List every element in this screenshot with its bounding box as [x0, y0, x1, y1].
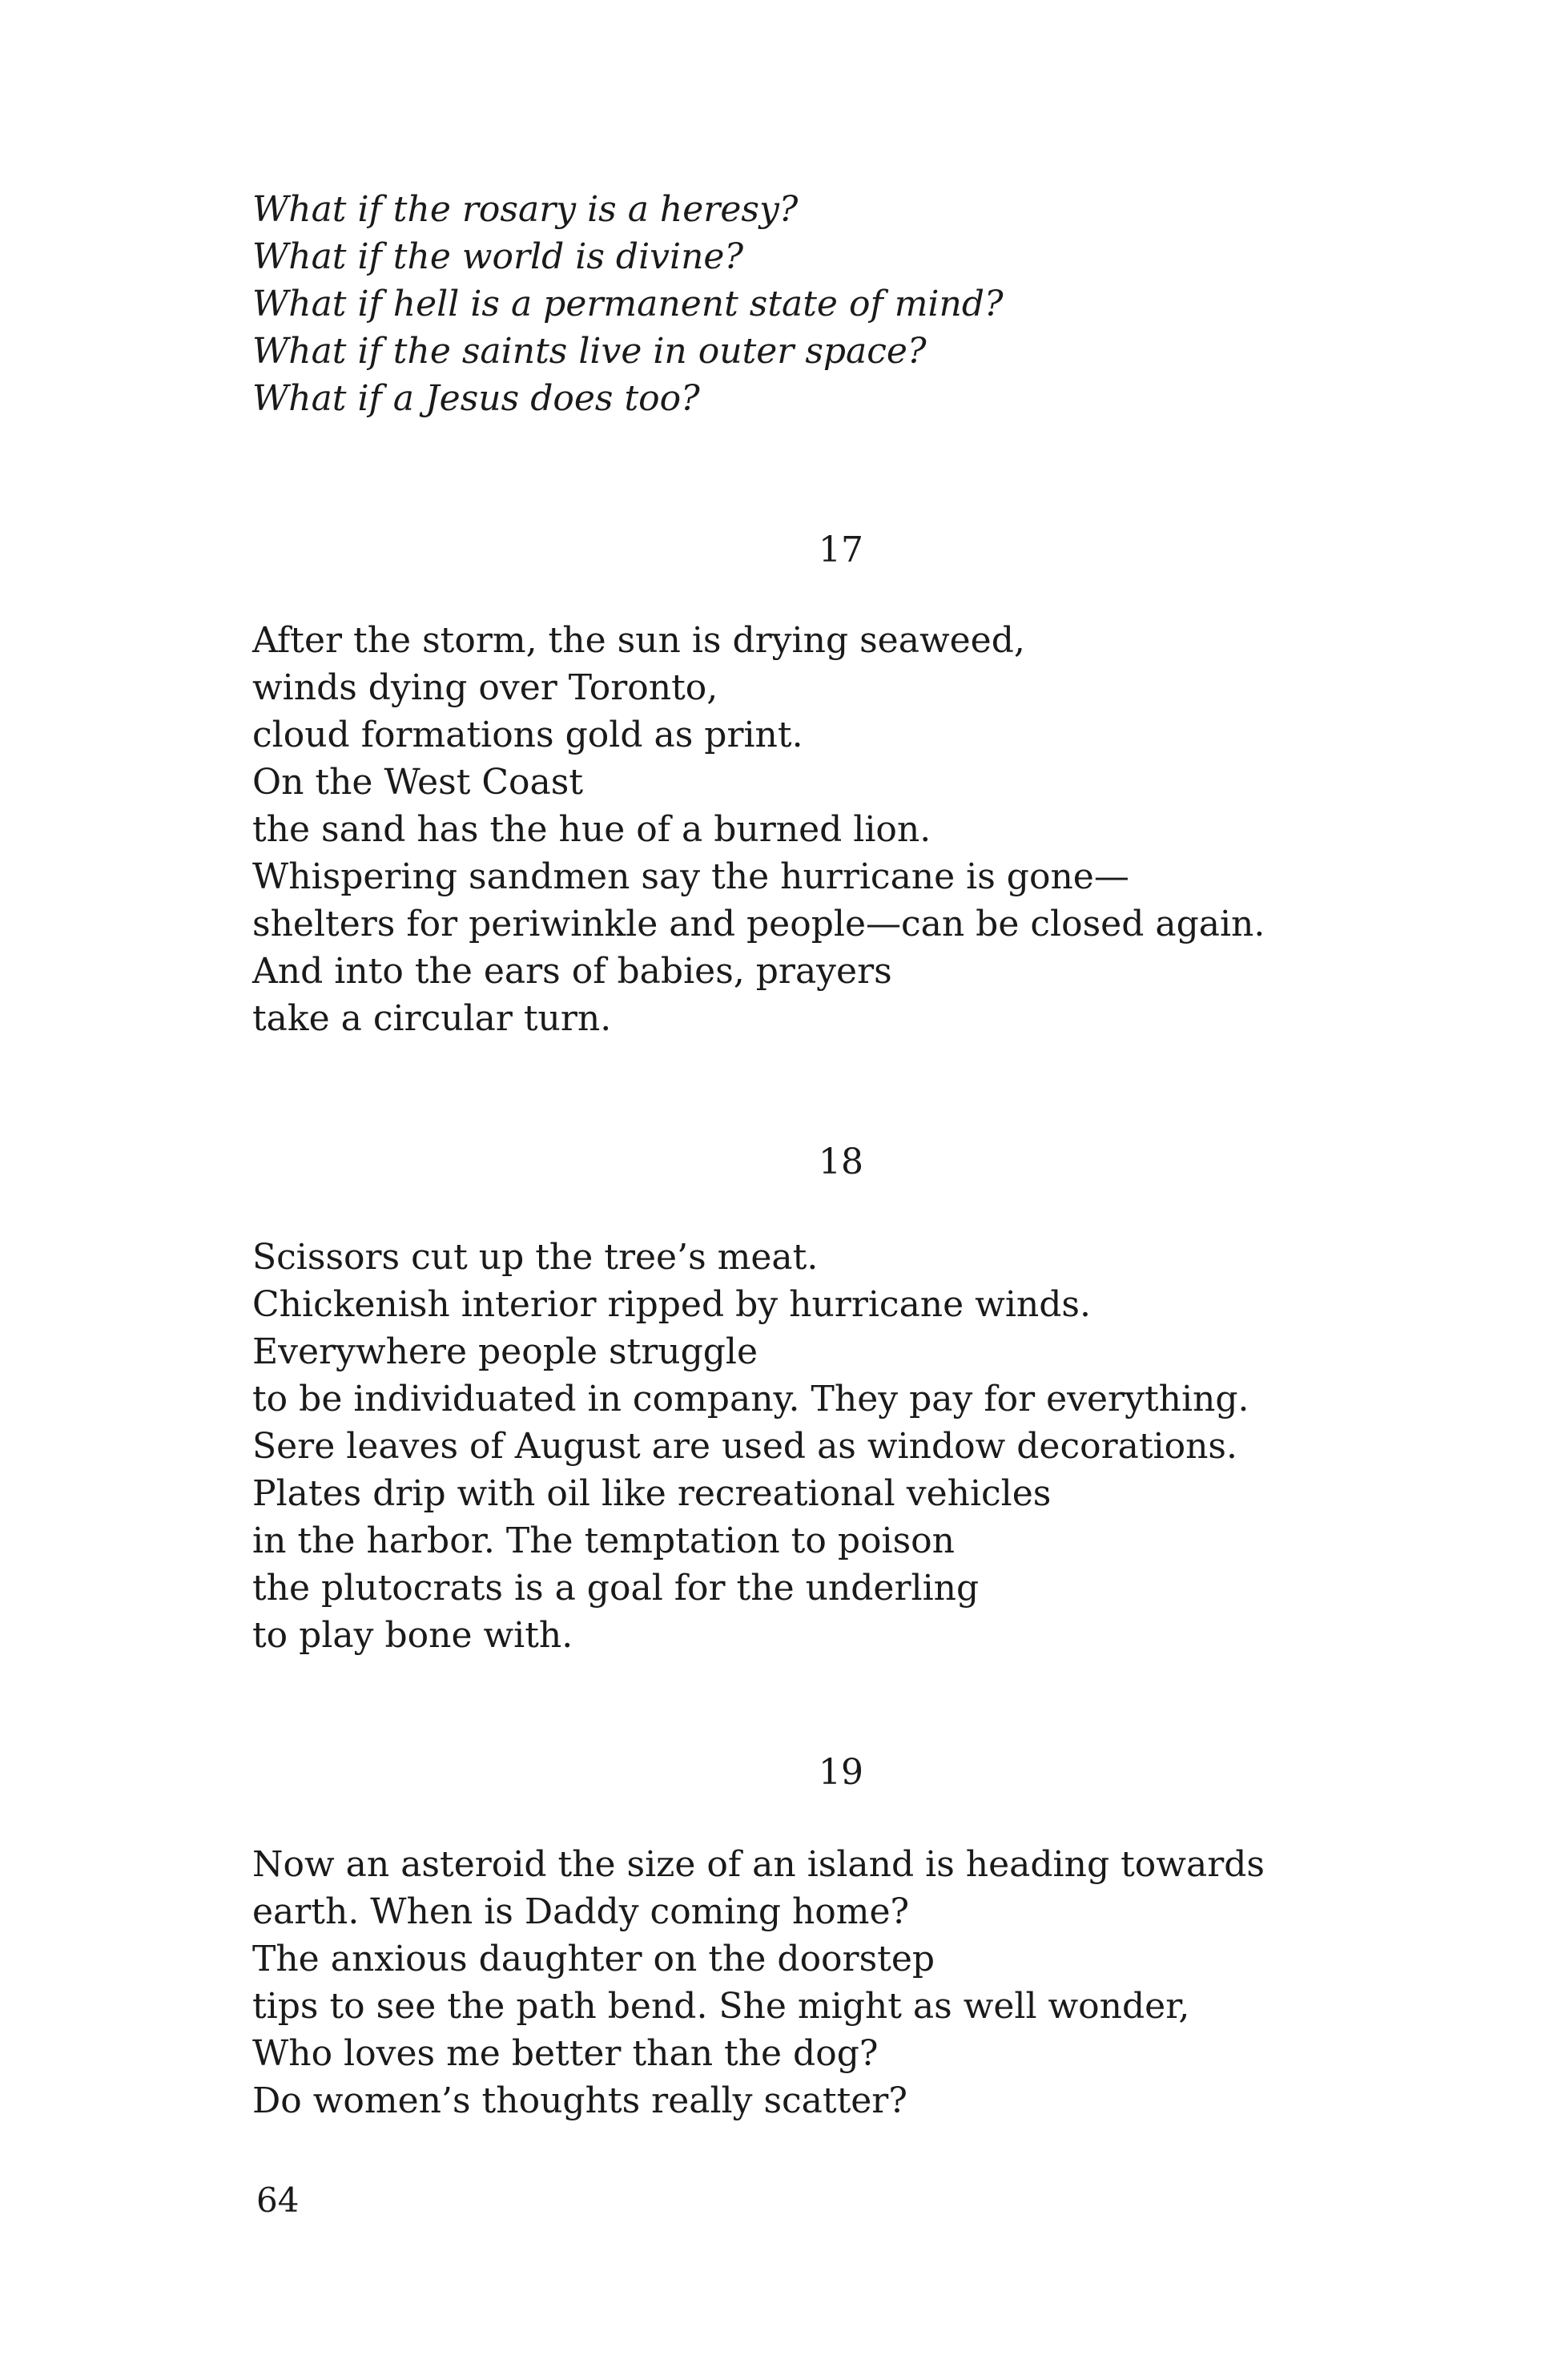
poem-line: What if the world is divine?	[252, 236, 744, 277]
poem-line: Everywhere people struggle	[252, 1331, 758, 1372]
poem-line: The anxious daughter on the doorstep	[252, 1939, 935, 1979]
poem-line: tips to see the path bend. She might as well wonder,	[252, 1986, 1190, 2027]
poem-line: cloud formations gold as print.	[252, 715, 803, 755]
poem-line: Chickenish interior ripped by hurricane winds.	[252, 1284, 1091, 1325]
stanza-italic-questions	[252, 186, 1004, 422]
poem-line: What if hell is a permanent state of mind?	[252, 284, 1004, 324]
poem-line: in the harbor. The temptation to poison	[252, 1520, 955, 1561]
poem-line: Sere leaves of August are used as window decorations.	[252, 1426, 1238, 1467]
poem-line: Scissors cut up the tree’s meat.	[252, 1237, 819, 1278]
stanza-19	[252, 1841, 1265, 2124]
section-number-17: 17	[819, 530, 863, 570]
section-number-18: 18	[819, 1142, 863, 1182]
poem-line: Do women’s thoughts really scatter?	[252, 2080, 907, 2121]
poem-line: And into the ears of babies, prayers	[252, 951, 892, 992]
poem-line: Whispering sandmen say the hurricane is gone—	[252, 856, 1129, 897]
poem-line: shelters for periwinkle and people—can be closed again.	[252, 904, 1265, 944]
poem-line: take a circular turn.	[252, 998, 612, 1039]
poem-line: earth. When is Daddy coming home?	[252, 1891, 910, 1932]
poem-line: What if the rosary is a heresy?	[252, 189, 799, 230]
poem-line: On the West Coast	[252, 762, 584, 803]
stanza-18	[252, 1234, 1249, 1659]
poem-line: After the storm, the sun is drying seaweed,	[252, 620, 1025, 661]
poem-line: the sand has the hue of a burned lion.	[252, 809, 931, 850]
poem-line: Now an asteroid the size of an island is heading towards	[252, 1844, 1265, 1885]
stanza-17	[252, 617, 1265, 1042]
poem-line: Plates drip with oil like recreational vehicles	[252, 1473, 1052, 1514]
poem-line: Who loves me better than the dog?	[252, 2033, 879, 2074]
poem-line: the plutocrats is a goal for the underling	[252, 1568, 980, 1609]
poem-line: What if a Jesus does too?	[252, 378, 700, 419]
poem-line: winds dying over Toronto,	[252, 667, 718, 708]
page-number: 64	[256, 2181, 300, 2220]
section-number-19: 19	[819, 1752, 863, 1793]
poem-line: to play bone with.	[252, 1615, 573, 1656]
poem-line: What if the saints live in outer space?	[252, 331, 927, 372]
poem-line: to be individuated in company. They pay for everything.	[252, 1379, 1249, 1420]
